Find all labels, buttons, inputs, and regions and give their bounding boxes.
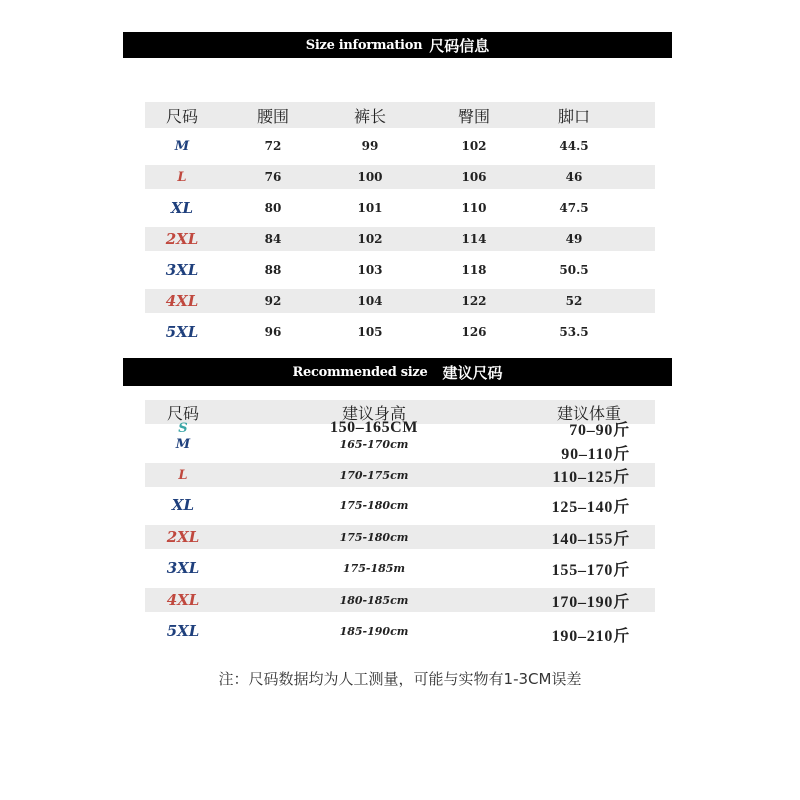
hip-value: 106: [461, 170, 487, 184]
weight-value: 90–110斤: [561, 445, 630, 463]
size-label: 3XL: [166, 559, 200, 577]
hip-value: 110: [461, 201, 487, 215]
table-row: [145, 320, 655, 344]
height-value: 165-170cm: [339, 437, 409, 451]
size-label: M: [174, 138, 190, 154]
table-row: [145, 435, 655, 463]
header-size: 尺码: [165, 106, 198, 126]
weight-value: 155–170斤: [551, 561, 630, 579]
table-row: [145, 227, 655, 251]
length-value: 101: [357, 201, 383, 215]
height-value: 175-180cm: [339, 530, 409, 544]
header-size: 尺码: [166, 403, 199, 423]
weight-value: 110–125斤: [552, 468, 630, 486]
height-value: 185-190cm: [339, 624, 409, 638]
size-label: L: [178, 467, 188, 483]
table-row: [145, 493, 655, 517]
table-row: [145, 134, 655, 158]
header-leg-opening: 脚口: [557, 106, 590, 126]
table-row: [145, 525, 655, 549]
size-label: 4XL: [165, 292, 199, 310]
leg-opening-value: 44.5: [559, 139, 589, 153]
leg-opening-value: 47.5: [559, 201, 589, 215]
size-label: XL: [170, 199, 194, 217]
measurement-note: 注：尺码数据均为人工测量，可能与实物有1-3CM误差: [218, 670, 582, 688]
table-row: [145, 165, 655, 189]
height-value: 180-185cm: [339, 593, 409, 607]
size-label: S: [178, 420, 188, 436]
size-label: M: [175, 436, 191, 452]
weight-value: 170–190斤: [551, 593, 630, 611]
length-value: 104: [357, 294, 383, 308]
header-waist: 腰围: [256, 106, 289, 126]
banner-title-en: Recommended size: [292, 364, 428, 380]
weight-value: 190–210斤: [551, 627, 630, 645]
table-row: [145, 556, 655, 580]
waist-value: 92: [264, 294, 282, 308]
leg-opening-value: 53.5: [559, 325, 589, 339]
length-value: 100: [357, 170, 383, 184]
header-hip: 臀围: [457, 106, 490, 126]
size-information-banner: [123, 32, 672, 58]
header-length: 裤长: [353, 106, 386, 126]
banner-title-zh: 尺码信息: [429, 36, 490, 55]
table-row: [145, 289, 655, 313]
waist-value: 72: [264, 139, 282, 153]
recommended-size-banner: [123, 358, 672, 386]
size-label: 2XL: [166, 528, 200, 546]
table-row: [145, 196, 655, 220]
size-label: 5XL: [166, 622, 200, 640]
leg-opening-value: 49: [565, 232, 583, 246]
size-label: 5XL: [165, 323, 199, 341]
leg-opening-value: 52: [565, 294, 583, 308]
weight-value: 125–140斤: [551, 498, 630, 516]
banner-title-zh: 建议尺码: [442, 363, 503, 382]
waist-value: 96: [264, 325, 282, 339]
weight-value: 70–90斤: [569, 421, 630, 439]
height-value: 175-180cm: [339, 498, 409, 512]
waist-value: 88: [264, 263, 282, 277]
height-value: 175-185m: [342, 561, 406, 575]
leg-opening-value: 50.5: [559, 263, 589, 277]
waist-value: 80: [264, 201, 282, 215]
size-label: 2XL: [165, 230, 199, 248]
table-row: [145, 588, 655, 612]
length-value: 105: [357, 325, 383, 339]
hip-value: 114: [461, 232, 487, 246]
header-recommended-height: 建议身高: [341, 403, 406, 423]
hip-value: 118: [461, 263, 487, 277]
table-row: [145, 258, 655, 282]
size-label: 3XL: [165, 261, 199, 279]
table-row: [145, 463, 655, 487]
weight-value: 140–155斤: [551, 530, 630, 548]
size-label: XL: [171, 496, 195, 514]
waist-value: 84: [264, 232, 282, 246]
table-row: [145, 619, 655, 643]
size-label: 4XL: [166, 591, 200, 609]
hip-value: 126: [461, 325, 487, 339]
length-value: 102: [357, 232, 383, 246]
length-value: 103: [357, 263, 383, 277]
hip-value: 102: [461, 139, 487, 153]
waist-value: 76: [264, 170, 282, 184]
table-header-row: [145, 102, 655, 128]
length-value: 99: [361, 139, 379, 153]
size-label: L: [177, 169, 187, 185]
banner-title-en: Size information: [305, 37, 423, 53]
height-value: 170-175cm: [339, 468, 409, 482]
leg-opening-value: 46: [565, 170, 583, 184]
height-value: 150–165CM: [329, 419, 419, 436]
header-recommended-weight: 建议体重: [556, 403, 621, 423]
hip-value: 122: [461, 294, 487, 308]
